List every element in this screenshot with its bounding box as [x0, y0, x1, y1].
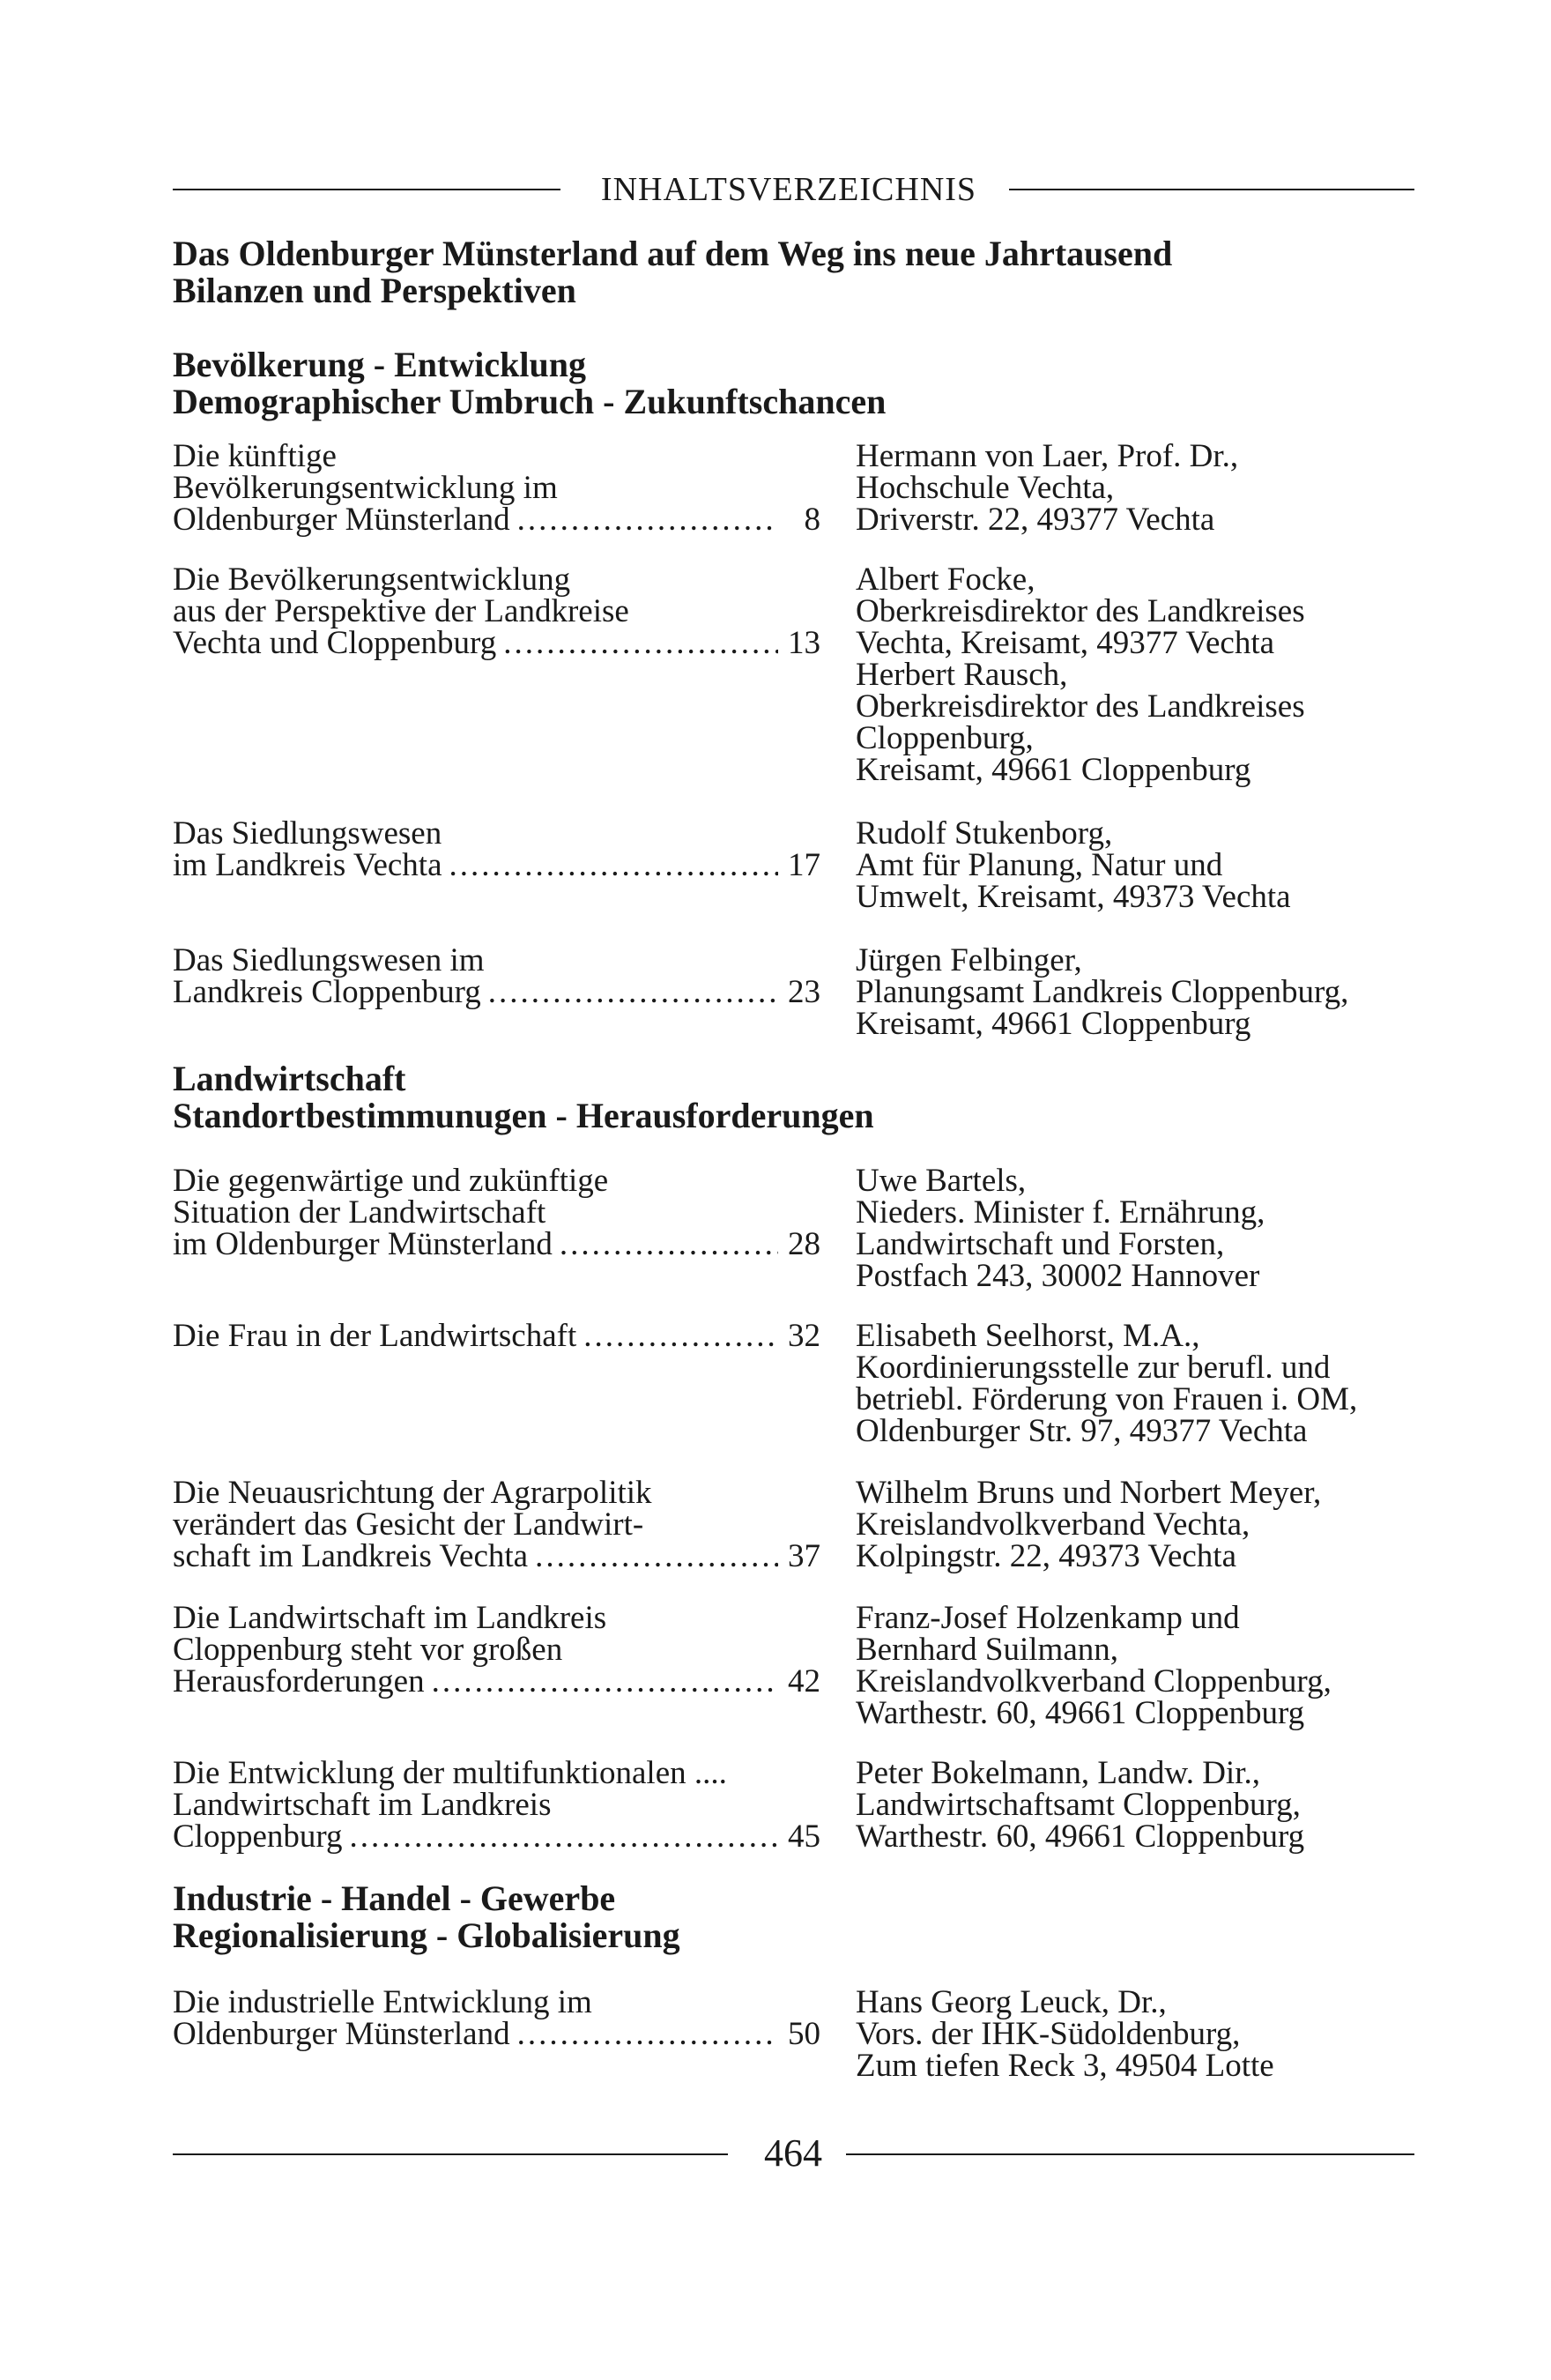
entry-page-number: 32 [788, 1318, 820, 1354]
entry-author-line: Nieders. Minister f. Ernährung, [856, 1194, 1265, 1231]
entry-author [856, 1477, 1420, 1573]
section-2-heading1: Landwirtschaft [173, 1059, 406, 1098]
entry-title-line: Herausforderungen [173, 1663, 425, 1699]
entry-title [173, 1165, 820, 1261]
entry-title [173, 1600, 820, 1699]
entry-author-line: Peter Bokelmann, Landw. Dir., [856, 1755, 1260, 1791]
entry-author-line: Jürgen Felbinger, [856, 942, 1082, 978]
entry-author [856, 1320, 1420, 1447]
entry-title-line: Das Siedlungswesen [173, 815, 442, 852]
entry-author-line: Hans Georg Leuck, Dr., [856, 1984, 1167, 2020]
entry-title-line: Situation der Landwirtschaft [173, 1194, 546, 1231]
entry-title-line: Die industrielle Entwicklung im [173, 1984, 592, 2020]
entry-page-number: 8 [804, 502, 820, 538]
entry-title-line: Cloppenburg steht vor großen [173, 1632, 563, 1668]
section-2-heading2: Standortbestimmunugen - Herausforderungen [173, 1096, 874, 1135]
section-1-heading1: Bevölkerung - Entwicklung [173, 345, 586, 384]
dot-leader [350, 1821, 778, 1853]
entry-author-line: Landwirtschaftsamt Cloppenburg, [856, 1787, 1301, 1823]
main-title-line2: Bilanzen und Perspektiven [173, 271, 576, 310]
header-rule-left [173, 189, 560, 190]
entry-title [173, 942, 820, 1010]
entry-page-number: 45 [788, 1818, 820, 1855]
entry-title-line: Die Bevölkerungsentwicklung [173, 562, 571, 598]
entry-author [856, 1600, 1420, 1731]
entry-author [856, 1165, 1420, 1292]
entry-author-line: Koordinierungsstelle zur berufl. und [856, 1350, 1331, 1386]
entry-author-line: Driverstr. 22, 49377 Vechta [856, 502, 1215, 538]
entry-page-number: 17 [788, 847, 820, 883]
entry-title [173, 564, 820, 659]
entry-author-line: Elisabeth Seelhorst, M.A., [856, 1318, 1200, 1354]
dot-leader [535, 1541, 778, 1573]
header-title: INHALTSVERZEICHNIS [600, 171, 977, 208]
entry-author [856, 564, 1420, 786]
entry-title-line: Bevölkerungsentwicklung im [173, 470, 558, 506]
entry-author-line: Oldenburger Str. 97, 49377 Vechta [856, 1413, 1308, 1449]
dot-leader [503, 628, 778, 659]
entry-title-line: im Oldenburger Münsterland [173, 1226, 553, 1262]
entry-author-line: Kolpingstr. 22, 49373 Vechta [856, 1538, 1236, 1574]
entry-author-line: Amt für Planung, Natur und [856, 847, 1223, 883]
entry-author [856, 1984, 1420, 2084]
entry-author-line: Hermann von Laer, Prof. Dr., [856, 438, 1239, 474]
entry-author-line: Landwirtschaft und Forsten, [856, 1226, 1225, 1262]
footer-rule-right [846, 2153, 1414, 2155]
dot-leader [583, 1320, 778, 1352]
entry-title [173, 815, 820, 883]
entry-author-line: Umwelt, Kreisamt, 49373 Vechta [856, 879, 1291, 915]
entry-title-line: Oldenburger Münsterland [173, 2016, 510, 2052]
entry-page-number: 13 [788, 625, 820, 661]
dot-leader [449, 850, 778, 881]
entry-page-number: 42 [788, 1663, 820, 1699]
entry-author-line: Warthestr. 60, 49661 Cloppenburg [856, 1695, 1305, 1731]
section-3-heading1: Industrie - Handel - Gewerbe [173, 1878, 616, 1918]
page-number: 464 [764, 2131, 822, 2175]
entry-title-line: Oldenburger Münsterland [173, 502, 510, 538]
entry-author-line: Postfach 243, 30002 Hannover [856, 1258, 1260, 1294]
entry-author-line: Herbert Rausch, [856, 657, 1068, 693]
entry-title-line: Landkreis Cloppenburg [173, 974, 481, 1010]
entry-title-line: Die künftige [173, 438, 337, 474]
footer-rule-left [173, 2153, 728, 2155]
entry-title-line: schaft im Landkreis Vechta [173, 1538, 529, 1574]
entry-title [173, 1320, 820, 1352]
entry-title-line: Das Siedlungswesen im [173, 942, 485, 978]
header-rule-right [1009, 189, 1414, 190]
entry-page-number: 50 [788, 2016, 820, 2052]
entry-author-line: Kreisamt, 49661 Cloppenburg [856, 1006, 1251, 1042]
entry-title [173, 1755, 820, 1855]
entry-author [856, 438, 1420, 538]
entry-author [856, 942, 1420, 1042]
entry-author-line: Oberkreisdirektor des Landkreises [856, 593, 1305, 629]
entry-author-line: Kreislandvolkverband Vechta, [856, 1506, 1250, 1543]
entry-author-line: Franz-Josef Holzenkamp und [856, 1600, 1240, 1636]
entry-author-line: Vors. der IHK-Südoldenburg, [856, 2016, 1241, 2052]
entry-author-line: Hochschule Vechta, [856, 470, 1115, 506]
entry-author-line: Zum tiefen Reck 3, 49504 Lotte [856, 2048, 1274, 2084]
entry-title-line: Die gegenwärtige und zukünftige [173, 1163, 609, 1199]
section-3-heading2: Regionalisierung - Globalisierung [173, 1915, 680, 1955]
entry-page-number: 37 [788, 1538, 820, 1574]
entry-title-line: Die Entwicklung der multifunktionalen .... [173, 1755, 727, 1791]
entry-author-line: Rudolf Stukenborg, [856, 815, 1113, 852]
entry-title [173, 438, 820, 538]
entry-author-line: Planungsamt Landkreis Cloppenburg, [856, 974, 1349, 1010]
entry-title-line: Die Frau in der Landwirtschaft [173, 1318, 577, 1354]
dot-leader [517, 504, 778, 536]
entry-title-line: aus der Perspektive der Landkreise [173, 593, 629, 629]
entry-title [173, 1477, 820, 1573]
entry-page-number: 28 [788, 1226, 820, 1262]
dot-leader [517, 2019, 778, 2050]
dot-leader [432, 1666, 778, 1698]
entry-author [856, 815, 1420, 915]
entry-title-line: im Landkreis Vechta [173, 847, 442, 883]
dot-leader [488, 977, 778, 1008]
section-1-heading2: Demographischer Umbruch - Zukunftschancen [173, 382, 887, 421]
entry-title-line: Die Neuausrichtung der Agrarpolitik [173, 1475, 652, 1511]
entry-author-line: Kreislandvolkverband Cloppenburg, [856, 1663, 1332, 1699]
entry-author-line: Wilhelm Bruns und Norbert Meyer, [856, 1475, 1322, 1511]
entry-page-number: 23 [788, 974, 820, 1010]
entry-title-line: Landwirtschaft im Landkreis [173, 1787, 552, 1823]
entry-author-line: Bernhard Suilmann, [856, 1632, 1119, 1668]
entry-author [856, 1755, 1420, 1855]
entry-title [173, 1984, 820, 2052]
entry-author-line: Albert Focke, [856, 562, 1035, 598]
entry-author-line: Uwe Bartels, [856, 1163, 1027, 1199]
entry-author-line: Kreisamt, 49661 Cloppenburg [856, 752, 1251, 788]
entry-author-line: betriebl. Förderung von Frauen i. OM, [856, 1381, 1358, 1417]
entry-title-line: Cloppenburg [173, 1818, 343, 1855]
entry-author-line: Oberkreisdirektor des Landkreises [856, 688, 1305, 725]
entry-author-line: Warthestr. 60, 49661 Cloppenburg [856, 1818, 1305, 1855]
main-title-line1: Das Oldenburger Münsterland auf dem Weg ins neue Jahrtausend [173, 234, 1173, 273]
entry-title-line: Die Landwirtschaft im Landkreis [173, 1600, 607, 1636]
entry-author-line: Cloppenburg, [856, 720, 1034, 756]
dot-leader [560, 1229, 778, 1261]
entry-title-line: Vechta und Cloppenburg [173, 625, 497, 661]
entry-title-line: verändert das Gesicht der Landwirt- [173, 1506, 644, 1543]
entry-author-line: Vechta, Kreisamt, 49377 Vechta [856, 625, 1275, 661]
